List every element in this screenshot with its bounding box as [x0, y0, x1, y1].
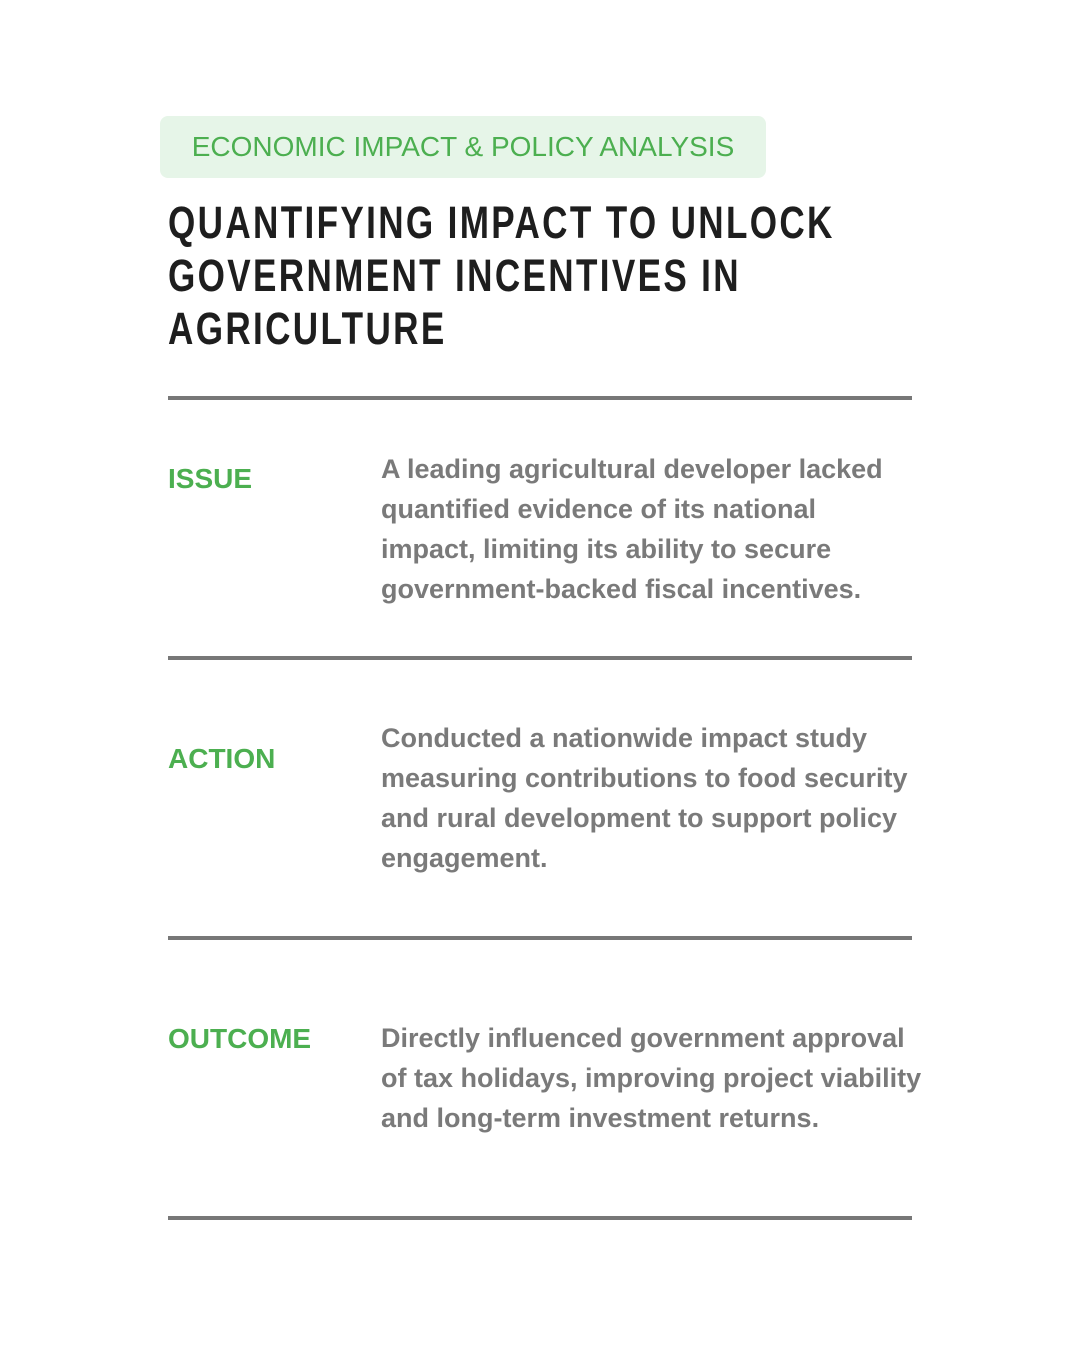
text-line: impact, limiting its ability to secure: [381, 534, 832, 564]
text-line: A leading agricultural developer lacked: [381, 454, 883, 484]
divider: [168, 396, 912, 400]
text-line: government-backed fiscal incentives.: [381, 574, 862, 604]
category-tag: ECONOMIC IMPACT & POLICY ANALYSIS: [160, 116, 766, 178]
text-line: quantified evidence of its national: [381, 494, 817, 524]
text-line: Conducted a nationwide impact study: [381, 723, 868, 753]
text-line: Directly influenced government approval: [381, 1023, 905, 1053]
page-title: [168, 196, 835, 355]
divider: [168, 936, 912, 940]
section-text-outcome: [381, 1018, 921, 1138]
divider: [168, 1216, 912, 1220]
section-text-action: [381, 718, 908, 878]
section-text-issue: [381, 449, 883, 609]
text-line: engagement.: [381, 843, 548, 873]
section-label-outcome: OUTCOME: [168, 1023, 312, 1054]
section-label-action: ACTION: [168, 743, 276, 774]
title-line: QUANTIFYING IMPACT TO UNLOCK: [168, 197, 835, 248]
title-line: GOVERNMENT INCENTIVES IN: [168, 250, 741, 301]
text-line: measuring contributions to food security: [381, 763, 908, 793]
section-label-issue: ISSUE: [168, 463, 253, 494]
divider: [168, 656, 912, 660]
title-line: AGRICULTURE: [168, 303, 447, 354]
text-line: and long-term investment returns.: [381, 1103, 820, 1133]
text-line: and rural development to support policy: [381, 803, 898, 833]
text-line: of tax holidays, improving project viability: [381, 1063, 922, 1093]
